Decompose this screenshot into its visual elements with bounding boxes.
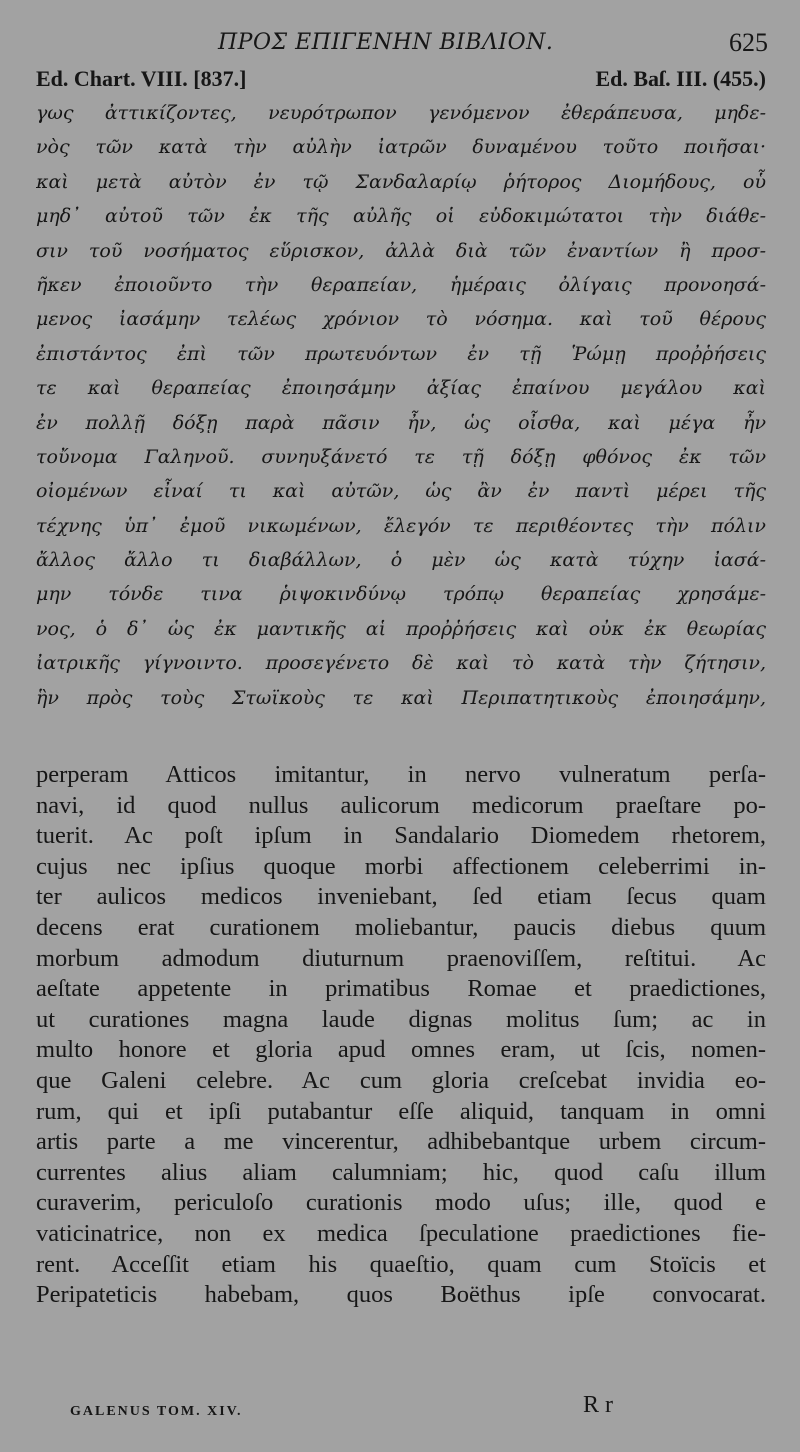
- latin-text-line: morbum admodum diuturnum praenoviſſem, reſtitui. Ac: [36, 944, 766, 972]
- latin-text-line: vaticinatrice, non ex medica ſpeculatione praedictiones fie-: [36, 1219, 766, 1247]
- signature-mark: GALENUS TOM. XIV.: [70, 1404, 243, 1419]
- greek-text-line: μην τόνδε τινα ῥιψοκινδύνῳ τρόπῳ θεραπείας χρησάμε-: [36, 583, 766, 606]
- greek-text-line: μηδ᾽ αὐτοῦ τῶν ἐκ τῆς αὐλῆς οἱ εὐδοκιμώτατοι τὴν διάθε-: [36, 205, 766, 228]
- latin-text-block: [36, 760, 766, 1311]
- greek-text-line: ἐπιστάντος ἐπὶ τῶν πρωτευόντων ἐν τῇ Ῥώμῃ προῤῥήσεις: [36, 342, 766, 365]
- edition-reference-chartier: Ed. Chart. VIII. [837.]: [36, 66, 247, 91]
- latin-text-line: ter aulicos medicos inveniebant, ſed etiam ſecus quam: [36, 883, 766, 911]
- greek-text-line: καὶ μετὰ αὐτὸν ἐν τῷ Σανδαλαρίῳ ῥήτορος Διομήδους, οὗ: [36, 170, 766, 193]
- greek-text-line: ἣν πρὸς τοὺς Στωϊκοὺς τε καὶ Περιπατητικοὺς ἐποιησάμην,: [36, 686, 766, 709]
- greek-text-line: τέχνης ὑπ᾽ ἐμοῦ νικωμένων, ἔλεγόν τε περιθέοντες τὴν πόλιν: [36, 514, 766, 537]
- greek-text-line: τοὔνομα Γαληνοῦ. συνηυξάνετό τε τῇ δόξῃ φθόνος ἐκ τῶν: [36, 445, 766, 468]
- latin-text-line: ut curationes magna laude dignas molitus ſum; ac in: [36, 1005, 766, 1033]
- greek-text-line: ἄλλος ἄλλο τι διαβάλλων, ὁ μὲν ὡς κατὰ τύχην ἰασά-: [36, 549, 766, 572]
- latin-text-line: decens erat curationem moliebantur, paucis diebus quum: [36, 913, 766, 941]
- latin-text-line: navi, id quod nullus aulicorum medicorum praeſtare po-: [36, 791, 766, 819]
- greek-text-line: ῆκεν ἐποιοῦντο τὴν θεραπείαν, ἡμέραις ὀλίγαις προνοησά-: [36, 273, 766, 296]
- latin-text-line: currentes alius aliam calumniam; hic, quod caſu illum: [36, 1158, 766, 1186]
- latin-text-line: multo honore et gloria apud omnes eram, ut ſcis, nomen-: [36, 1036, 766, 1064]
- edition-reference-basel: Ed. Baſ. III. (455.): [595, 66, 766, 91]
- greek-text-line: γως ἀττικίζοντες, νευρότρωπον γενόμενον ἐθεράπευσα, μηδε-: [36, 102, 766, 124]
- greek-text-line: νος, ὁ δ᾽ ὡς ἐκ μαντικῆς αἱ προῤῥήσεις καὶ οὐκ ἐκ θεωρίας: [36, 617, 766, 640]
- latin-text-line: tuerit. Ac poſt ipſum in Sandalario Diomedem rhetorem,: [36, 822, 766, 850]
- greek-text-line: μενος ἰασάμην τελέως χρόνιον τὸ νόσημα. καὶ τοῦ θέρους: [36, 308, 766, 331]
- greek-text-line: ἰατρικῆς γίγνοιντο. προσεγένετο δὲ καὶ τὸ κατὰ τὴν ζήτησιν,: [36, 652, 766, 675]
- latin-text-line: aeſtate appetente in primatibus Romae et praedictiones,: [36, 975, 766, 1003]
- greek-text-line: τε καὶ θεραπείας ἐποιησάμην ἀξίας ἐπαίνου μεγάλου καὶ: [36, 377, 766, 400]
- latin-text-line: cujus nec ipſius quoque morbi affectionem celeberrimi in-: [36, 852, 766, 880]
- greek-text-block: [36, 96, 766, 715]
- latin-text-line: Peripateticis habebam, quos Boëthus ipſe convocarat.: [36, 1281, 766, 1309]
- latin-text-line: perperam Atticos imitantur, in nervo vulneratum perſa-: [36, 761, 766, 788]
- greek-text-line: σιν τοῦ νοσήματος εὕρισκον, ἀλλὰ διὰ τῶν ἐναντίων ἢ προσ-: [36, 239, 766, 262]
- latin-text-line: que Galeni celebre. Ac cum gloria creſcebat invidia eo-: [36, 1066, 766, 1094]
- latin-text-line: rent. Acceſſit etiam his quaeſtio, quam cum Stoïcis et: [36, 1250, 766, 1278]
- greek-text-line: ἐν πολλῇ δόξῃ παρὰ πᾶσιν ἦν, ὡς οἶσθα, καὶ μέγα ἦν: [36, 411, 766, 434]
- greek-text-line: νὸς τῶν κατὰ τὴν αὐλὴν ἰατρῶν δυναμένου τοῦτο ποιῆσαι·: [36, 136, 766, 159]
- page-number: 625: [729, 28, 768, 57]
- greek-text-line: οἰομένων εἶναί τι καὶ αὐτῶν, ὡς ἂν ἐν παντὶ μέρει τῆς: [36, 480, 766, 503]
- latin-text-line: artis parte a me vincerentur, adhibebantque urbem circum-: [36, 1128, 766, 1156]
- gathering-mark: R r: [583, 1392, 613, 1418]
- latin-text-line: curaverim, periculoſo curationis modo uſus; ille, quod e: [36, 1189, 766, 1217]
- latin-text-line: rum, qui et ipſi putabantur eſſe aliquid, tanquam in omni: [36, 1097, 766, 1125]
- running-title: ΠΡΟΣ ΕΠΙΓΕΝΗΝ ΒΙΒΛΙΟΝ.: [218, 30, 554, 55]
